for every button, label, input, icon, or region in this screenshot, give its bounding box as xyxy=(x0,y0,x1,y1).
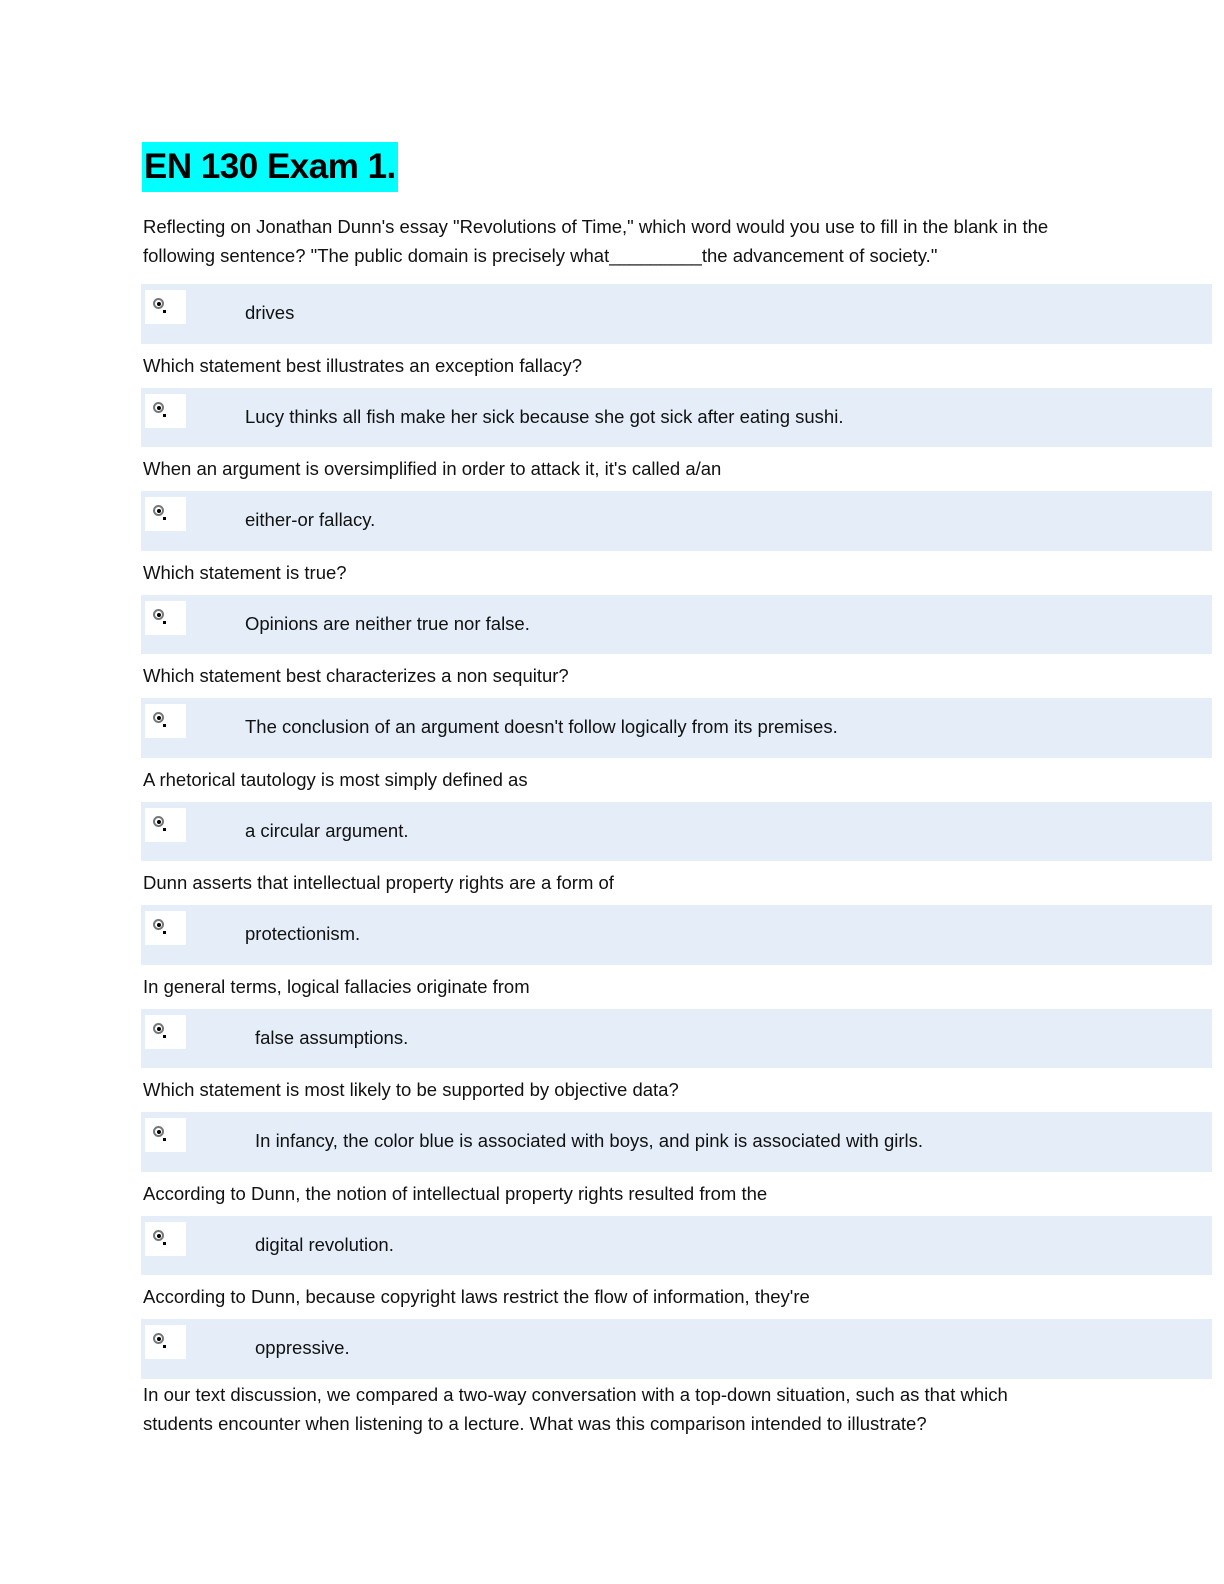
radio-selected-icon[interactable] xyxy=(145,601,186,635)
answer-text: Opinions are neither true nor false. xyxy=(245,612,530,634)
question-text: Which statement best illustrates an exception fallacy? xyxy=(143,354,583,376)
answer-text: drives xyxy=(245,302,295,323)
answer-text: false assumptions. xyxy=(255,1026,409,1048)
answer-text: In infancy, the color blue is associated with boys, and pink is associated with girls. xyxy=(255,1130,924,1151)
answer-option[interactable] xyxy=(141,905,1212,965)
radio-selected-icon[interactable] xyxy=(145,497,186,531)
question-text: In our text discussion, we compared a two-way conversation with a top-down situation, such as that which students encounter when listening to a lecture. What was this comparison intended to illustrate? xyxy=(143,1383,1008,1434)
answer-text: digital revolution. xyxy=(255,1233,394,1255)
answer-option[interactable] xyxy=(141,284,1212,344)
question-text: Reflecting on Jonathan Dunn's essay "Revolutions of Time," which word would you use to fill in the blank in the following sentence? "The public domain is precisely what_________the advancement of society." xyxy=(143,216,1049,266)
answer-text: protectionism. xyxy=(245,923,361,944)
question-text: Which statement is true? xyxy=(143,561,347,583)
answer-text: a circular argument. xyxy=(245,819,409,841)
question-text: Which statement best characterizes a non sequitur? xyxy=(143,665,569,686)
radio-selected-icon[interactable] xyxy=(145,1222,186,1256)
radio-selected-icon[interactable] xyxy=(145,808,186,842)
page-title: EN 130 Exam 1. xyxy=(142,142,398,192)
answer-option[interactable] xyxy=(141,802,1212,862)
answer-option[interactable] xyxy=(141,491,1212,551)
question-text: Dunn asserts that intellectual property rights are a form of xyxy=(143,872,614,893)
answer-option[interactable] xyxy=(141,595,1212,655)
answer-option[interactable] xyxy=(141,698,1212,758)
radio-selected-icon[interactable] xyxy=(145,290,186,324)
answer-option[interactable] xyxy=(141,1216,1212,1276)
question-text: In general terms, logical fallacies originate from xyxy=(143,975,530,997)
answer-option[interactable] xyxy=(141,1009,1212,1069)
question-list xyxy=(141,212,1212,1438)
radio-selected-icon[interactable] xyxy=(145,704,186,738)
radio-selected-icon[interactable] xyxy=(145,1325,186,1359)
answer-text: oppressive. xyxy=(255,1337,350,1358)
radio-selected-icon[interactable] xyxy=(145,394,186,428)
question-text: According to Dunn, because copyright laws restrict the flow of information, they're xyxy=(143,1286,810,1307)
question-text: Which statement is most likely to be supported by objective data? xyxy=(143,1079,679,1100)
radio-selected-icon[interactable] xyxy=(145,1118,186,1152)
question-text: When an argument is oversimplified in order to attack it, it's called a/an xyxy=(143,458,722,479)
question-text: A rhetorical tautology is most simply defined as xyxy=(143,768,528,790)
answer-text: The conclusion of an argument doesn't follow logically from its premises. xyxy=(245,716,838,737)
answer-text: either-or fallacy. xyxy=(245,509,376,530)
answer-option[interactable] xyxy=(141,1112,1212,1172)
radio-selected-icon[interactable] xyxy=(145,911,186,945)
radio-selected-icon[interactable] xyxy=(145,1015,186,1049)
question-text: According to Dunn, the notion of intellectual property rights resulted from the xyxy=(143,1182,768,1204)
answer-option[interactable] xyxy=(141,1319,1212,1379)
answer-option[interactable] xyxy=(141,388,1212,448)
answer-text: Lucy thinks all fish make her sick because she got sick after eating sushi. xyxy=(245,405,844,427)
